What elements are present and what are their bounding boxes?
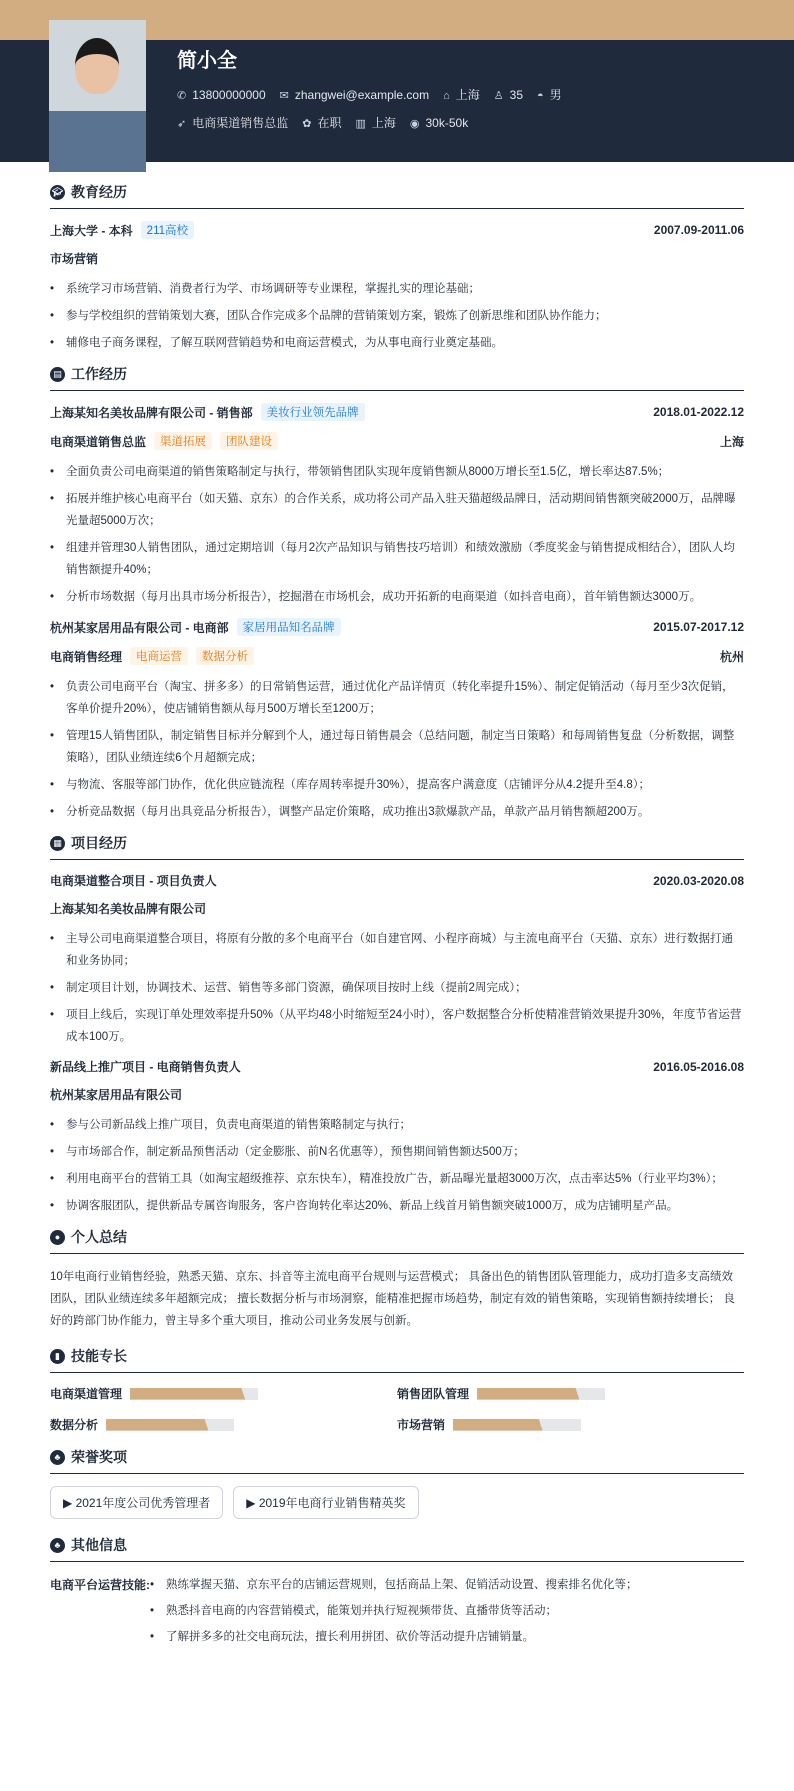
skill-tag: 电商运营 [130,647,188,665]
info-icon: ♣ [50,1538,65,1553]
award-item: ▶ 2021年度公司优秀管理者 [50,1486,223,1519]
summary-section [50,1227,744,1332]
skill-tag: 团队建设 [220,432,278,450]
email-icon: ✉ [279,89,289,102]
list-item: • 与市场部合作，制定新品预售活动（定金膨胀、前N名优惠等），预售期间销售额达500万； [50,1141,744,1163]
list-item: • 熟练掌握天猫、京东平台的店铺运营规则，包括商品上架、促销活动设置、搜索排名优化等； [150,1574,744,1596]
skill-name: 电商渠道管理 [50,1387,123,1401]
skill-tag: 数据分析 [196,647,254,665]
date: 2018.01-2022.12 [653,405,744,419]
section-title: 工作经历 [71,366,127,382]
skill-item [50,1385,397,1402]
company-tag: 美妆行业领先品牌 [261,403,365,421]
briefcase-icon: ▤ [50,367,65,382]
other-label: 电商平台运营技能: [50,1578,150,1592]
phone-icon: ✆ [177,89,187,102]
list-item: • 制定项目计划，协调技术、运营、销售等多部门资源，确保项目按时上线（提前2周完成）； [50,977,744,999]
skill-bar [106,1419,234,1431]
city: 上海 [371,116,396,130]
major: 市场营销 [50,252,99,266]
status-icon: ✿ [302,118,312,130]
other-section [50,1535,744,1662]
section-title: 荣誉奖项 [71,1449,127,1465]
age-icon: ♙ [493,89,504,102]
list-item: • 主导公司电商渠道整合项目，将原有分散的多个电商平台（如自建官网、小程序商城）与主流电商平台（天猫、京东）进行数据打通和业务协同； [50,928,744,972]
awards-section [50,1447,744,1519]
skill-tag: 渠道拓展 [154,432,212,450]
age: 35 [509,87,524,102]
building-icon: ▥ [355,118,366,130]
section-title: 个人总结 [71,1229,127,1245]
city: 上海 [719,434,744,449]
location: 上海 [455,88,480,102]
salary-icon: ◉ [409,117,420,130]
skill-name: 市场营销 [397,1418,446,1432]
company: 上海某知名美妆品牌有限公司 - 销售部 [50,405,253,420]
skill-bar-fill [106,1419,208,1431]
list-item: • 熟悉抖音电商的内容营销模式，能策划并执行短视频带货、直播带货等活动； [150,1600,744,1622]
project-title: 新品线上推广项目 - 电商销售负责人 [50,1060,241,1074]
summary-text: 10年电商行业销售经验，熟悉天猫、京东、抖音等主流电商平台规则与运营模式； 具备出色的销售团队管理能力，成功打造多支高绩效团队，团队业绩连续多年超额完成； 擅长数据分析与市场洞察，能精准把握市场趋势，制定有效的销售策略，实现销售额持续增长； 良好的跨部门协作能力，曾主导多个重大项目，推动公司业务发展与创新。 [50,1271,735,1327]
list-item: • 利用电商平台的营销工具（如淘宝超级推荐、京东快车），精准投放广告，新品曝光量超3000万次，点击率达5%（行业平均3%）； [50,1168,744,1190]
grid-icon: ▦ [50,836,65,851]
project-org: 杭州某家居用品有限公司 [50,1088,183,1102]
award-label: 2021年度公司优秀管理者 [75,1496,211,1510]
date: 2016.05-2016.08 [653,1059,744,1074]
contact-row [177,86,562,103]
city: 杭州 [719,649,744,664]
award-label: 2019年电商行业销售精英奖 [258,1496,406,1510]
award-item: ▶ 2019年电商行业销售精英奖 [233,1486,418,1519]
list-item: • 分析竞品数据（每月出具竞品分析报告），调整产品定价策略，成功推出3款爆款产品，单款产品月销售额超200万。 [50,801,744,823]
list-item: • 协调客服团队，提供新品专属咨询服务，客户咨询转化率达20%、新品上线首月销售额突破1000万，成为店铺明星产品。 [50,1195,744,1217]
gender-icon: ◓ [537,90,544,102]
list-item: • 与物流、客服等部门协作，优化供应链流程（库存周转率提升30%），提高客户满意度（店铺评分从4.2提升至4.8）； [50,774,744,796]
skill-item [397,1385,744,1402]
skill-bar [130,1388,258,1400]
skill-bar-fill [453,1419,543,1431]
list-item: • 项目上线后，实现订单处理效率提升50%（从平均48小时缩短至24小时），客户数据整合分析使精准营销效果提升30%，年度节省运营成本100万。 [50,1004,744,1048]
list-item: • 系统学习市场营销、消费者行为学、市场调研等专业课程，掌握扎实的理论基础； [50,278,744,300]
list-item: • 参与公司新品线上推广项目，负责电商渠道的销售策略制定与执行； [50,1114,744,1136]
projects-section [50,833,744,1217]
avatar-photo [49,20,146,172]
email: zhangwei@example.com [294,87,430,102]
user-icon: ● [50,1230,65,1245]
date: 2007.09-2011.06 [653,223,744,237]
position: 电商渠道销售总监 [192,116,289,130]
send-icon: ➶ [177,118,187,130]
list-item: • 全面负责公司电商渠道的销售策略制定与执行，带领销售团队实现年度销售额从8000万增长至1.5亿，增长率达87.5%； [50,461,744,483]
phone: 13800000000 [192,87,266,102]
gender: 男 [549,88,562,102]
skill-item [50,1416,397,1433]
skill-name: 数据分析 [50,1418,99,1432]
list-item: • 拓展并维护核心电商平台（如天猫、京东）的合作关系，成功将公司产品入驻天猫超级品牌日，活动期间销售额突破2000万，品牌曝光量超5000万次； [50,488,744,532]
list-item: • 辅修电子商务课程，了解互联网营销趋势和电商运营模式，为从事电商行业奠定基础。 [50,332,744,354]
skill-bar [453,1419,581,1431]
list-item: • 了解拼多多的社交电商玩法，擅长利用拼团、砍价等活动提升店铺销量。 [150,1626,744,1648]
skill-bar-fill [477,1388,579,1400]
bar-chart-icon: ▮ [50,1349,65,1364]
home-icon: ⌂ [443,90,450,102]
list-item: • 管理15人销售团队，制定销售目标并分解到个人，通过每日销售晨会（总结问题，制定当日策略）和每周销售复盘（分析数据，调整策略），团队业绩连续6个月超额完成； [50,725,744,769]
section-title: 教育经历 [71,184,127,200]
salary: 30k-50k [425,115,469,130]
status: 在职 [317,116,342,130]
candidate-name: 简小全 [177,50,237,72]
education-section [50,182,744,354]
project-org: 上海某知名美妆品牌有限公司 [50,902,207,916]
job-intent-row [177,114,468,131]
date: 2020.03-2020.08 [653,873,744,888]
company-tag: 家居用品知名品牌 [237,618,341,636]
section-title: 其他信息 [71,1537,127,1553]
section-title: 项目经历 [71,835,127,851]
company: 杭州某家居用品有限公司 - 电商部 [50,620,229,635]
school-tag: 211高校 [141,221,194,239]
list-item: • 组建并管理30人销售团队，通过定期培训（每月2次产品知识与销售技巧培训）和绩效激励（季度奖金与销售提成相结合），团队人均销售额提升40%； [50,537,744,581]
graduation-cap-icon: 🎓︎ [50,185,65,200]
list-item: • 分析市场数据（每月出具市场分析报告），挖掘潜在市场机会，成功开拓新的电商渠道（如抖音电商），首年销售额达3000万。 [50,586,744,608]
date: 2015.07-2017.12 [653,620,744,634]
role: 电商销售经理 [50,649,123,664]
skills-section [50,1346,744,1433]
project-title: 电商渠道整合项目 - 项目负责人 [50,874,217,888]
section-title: 技能专长 [71,1348,127,1364]
skill-bar [477,1388,605,1400]
skill-item [397,1416,744,1433]
list-item: • 参与学校组织的营销策划大赛，团队合作完成多个品牌的营销策划方案，锻炼了创新思维和团队协作能力； [50,305,744,327]
school: 上海大学 - 本科 [50,223,133,238]
skill-bar-fill [130,1388,245,1400]
role: 电商渠道销售总监 [50,434,147,449]
work-section [50,364,744,823]
award-icon: ♣ [50,1450,65,1465]
skill-name: 销售团队管理 [397,1387,470,1401]
list-item: • 负责公司电商平台（淘宝、拼多多）的日常销售运营，通过优化产品详情页（转化率提升15%）、制定促销活动（每月至少3次促销，客单价提升20%），使店铺销售额从每月500万增长至1200万； [50,676,744,720]
